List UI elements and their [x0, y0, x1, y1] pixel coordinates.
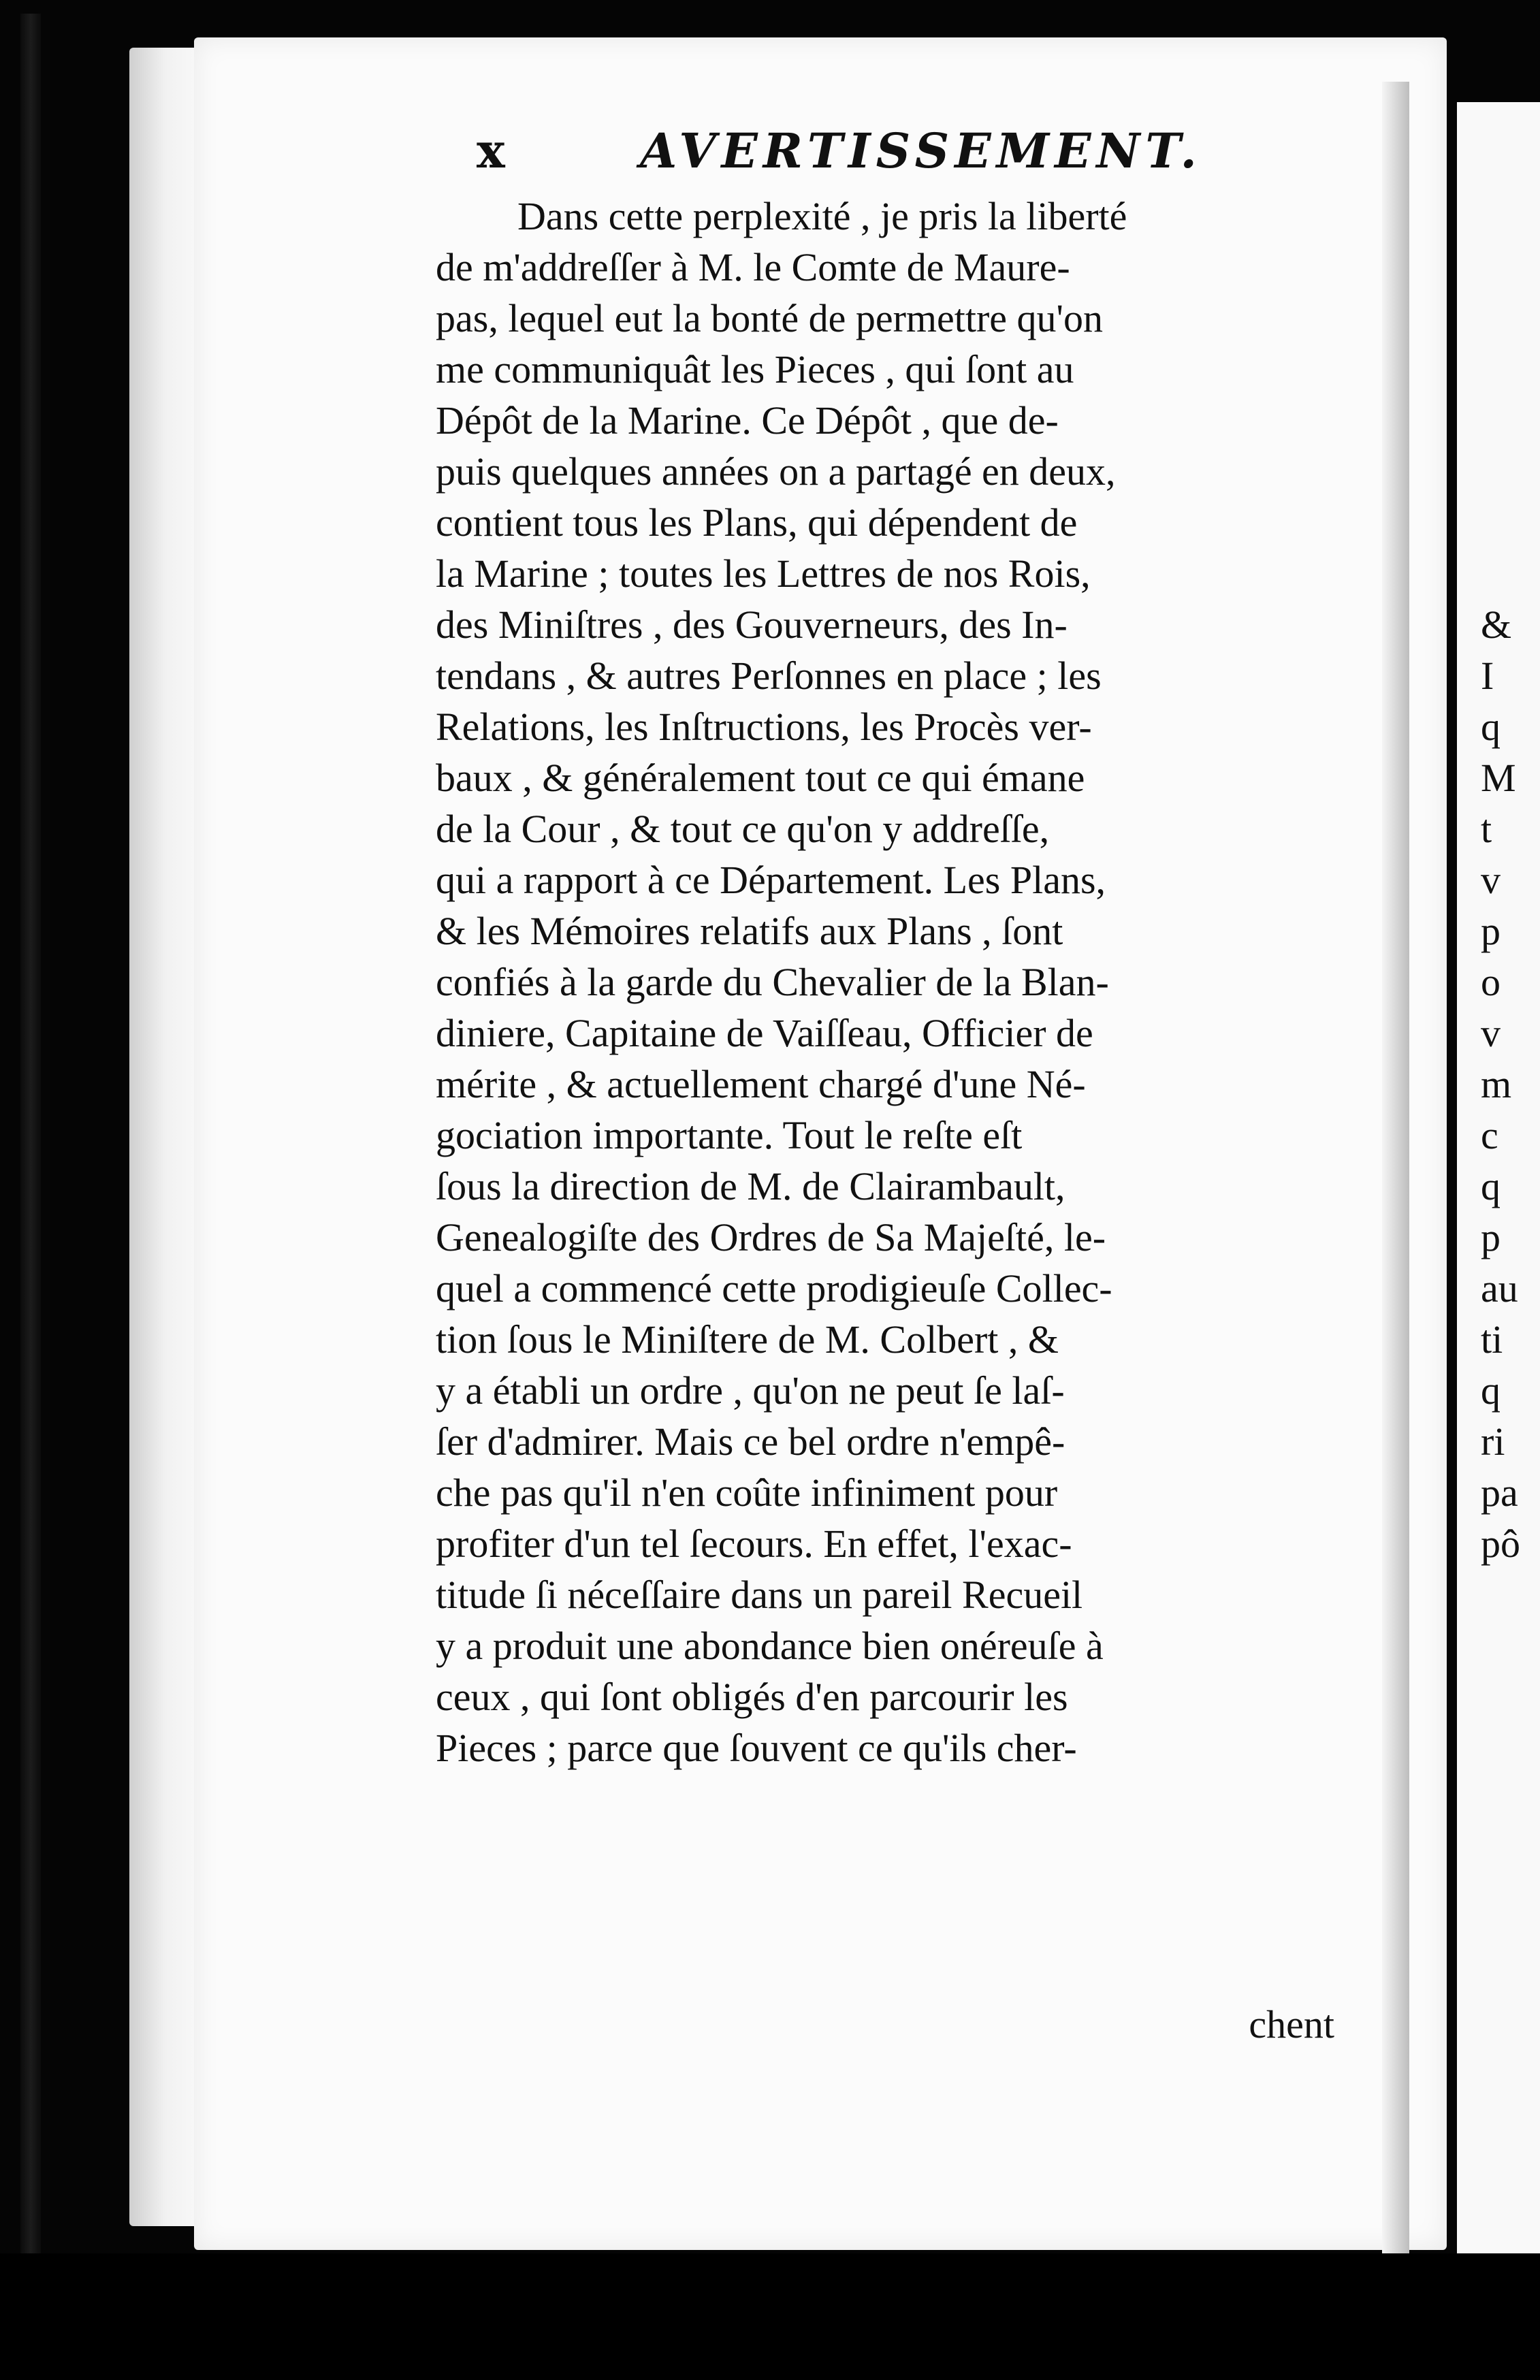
text-line: ſous la direction de M. de Clairambault, — [436, 1164, 1065, 1208]
text-line: la Marine ; toutes les Lettres de nos Rois, — [436, 551, 1091, 596]
fragment: t — [1481, 807, 1492, 851]
fragment: au — [1481, 1266, 1518, 1310]
text-line: diniere, Capitaine de Vaiſſeau, Officier de — [436, 1011, 1093, 1055]
text-line: mérite , & actuellement chargé d'une Né- — [436, 1062, 1086, 1106]
page-gutter — [1382, 82, 1409, 2274]
fragment: I — [1481, 654, 1494, 698]
fragment: & — [1481, 602, 1512, 647]
fragment: p — [1481, 909, 1501, 953]
fragment: M — [1481, 756, 1516, 800]
text-line: pas, lequel eut la bonté de permettre qu'on — [436, 296, 1103, 340]
text-line: ſer d'admirer. Mais ce bel ordre n'empê- — [436, 1419, 1065, 1464]
text-line: Genealogiſte des Ordres de Sa Majeſté, le- — [436, 1215, 1106, 1259]
scan-bottom-shadow — [0, 2253, 1540, 2380]
fragment: q — [1481, 705, 1501, 749]
text-line: baux , & généralement tout ce qui émane — [436, 756, 1085, 800]
text-line: y a établi un ordre , qu'on ne peut ſe laſ- — [436, 1368, 1065, 1413]
fragment: q — [1481, 1164, 1501, 1208]
fragment: m — [1481, 1062, 1512, 1106]
running-title: AVERTISSEMENT. — [640, 123, 1202, 179]
fragment: ti — [1481, 1317, 1503, 1362]
text-line: Dans cette perplexité , je pris la liberté — [517, 194, 1127, 238]
text-line: contient tous les Plans, qui dépendent de — [436, 500, 1078, 545]
text-line: quel a commencé cette prodigieuſe Collec- — [436, 1266, 1112, 1310]
text-line: me communiquât les Pieces , qui ſont au — [436, 347, 1074, 391]
page-folio: x — [477, 123, 505, 179]
fragment: q — [1481, 1368, 1501, 1413]
text-line: profiter d'un tel ſecours. En effet, l'exac- — [436, 1522, 1072, 1566]
text-line: & les Mémoires relatifs aux Plans , ſont — [436, 909, 1063, 953]
text-line: tendans , & autres Perſonnes en place ; les — [436, 654, 1102, 698]
text-line: de la Cour , & tout ce qu'on y addreſſe, — [436, 807, 1050, 851]
text-line: Relations, les Inſtructions, les Procès ver- — [436, 705, 1092, 749]
fragment: c — [1481, 1113, 1498, 1157]
text-line: qui a rapport à ce Département. Les Plans, — [436, 858, 1106, 902]
text-line: des Miniſtres , des Gouverneurs, des In- — [436, 602, 1068, 647]
text-line: che pas qu'il n'en coûte infiniment pour — [436, 1470, 1058, 1515]
fragment: p — [1481, 1215, 1501, 1259]
text-line: y a produit une abondance bien onéreuſe à — [436, 1624, 1104, 1668]
fragment: ri — [1481, 1419, 1505, 1464]
fragment: pô — [1481, 1522, 1520, 1566]
catchword: chent — [1249, 2002, 1334, 2046]
text-line: puis quelques années on a partagé en deux, — [436, 449, 1116, 494]
fragment: o — [1481, 960, 1501, 1004]
facing-page-fragments — [1481, 599, 1540, 1569]
text-line: titude ſi néceſſaire dans un pareil Recueil — [436, 1573, 1083, 1617]
text-line: confiés à la garde du Chevalier de la Blan- — [436, 960, 1109, 1004]
book-binding-edge — [20, 14, 41, 2369]
text-line: de m'addreſſer à M. le Comte de Maure- — [436, 245, 1070, 289]
fragment: pa — [1481, 1470, 1518, 1515]
page-body-text — [436, 191, 1362, 2001]
text-line: gociation importante. Tout le reſte eſt — [436, 1113, 1023, 1157]
fragment: v — [1481, 1011, 1501, 1055]
fragment: v — [1481, 858, 1501, 902]
text-line: Dépôt de la Marine. Ce Dépôt , que de- — [436, 398, 1059, 443]
text-line: Pieces ; parce que ſouvent ce qu'ils cher- — [436, 1726, 1077, 1770]
text-line: tion ſous le Miniſtere de M. Colbert , & — [436, 1317, 1059, 1362]
text-line: ceux , qui ſont obligés d'en parcourir les — [436, 1675, 1068, 1719]
